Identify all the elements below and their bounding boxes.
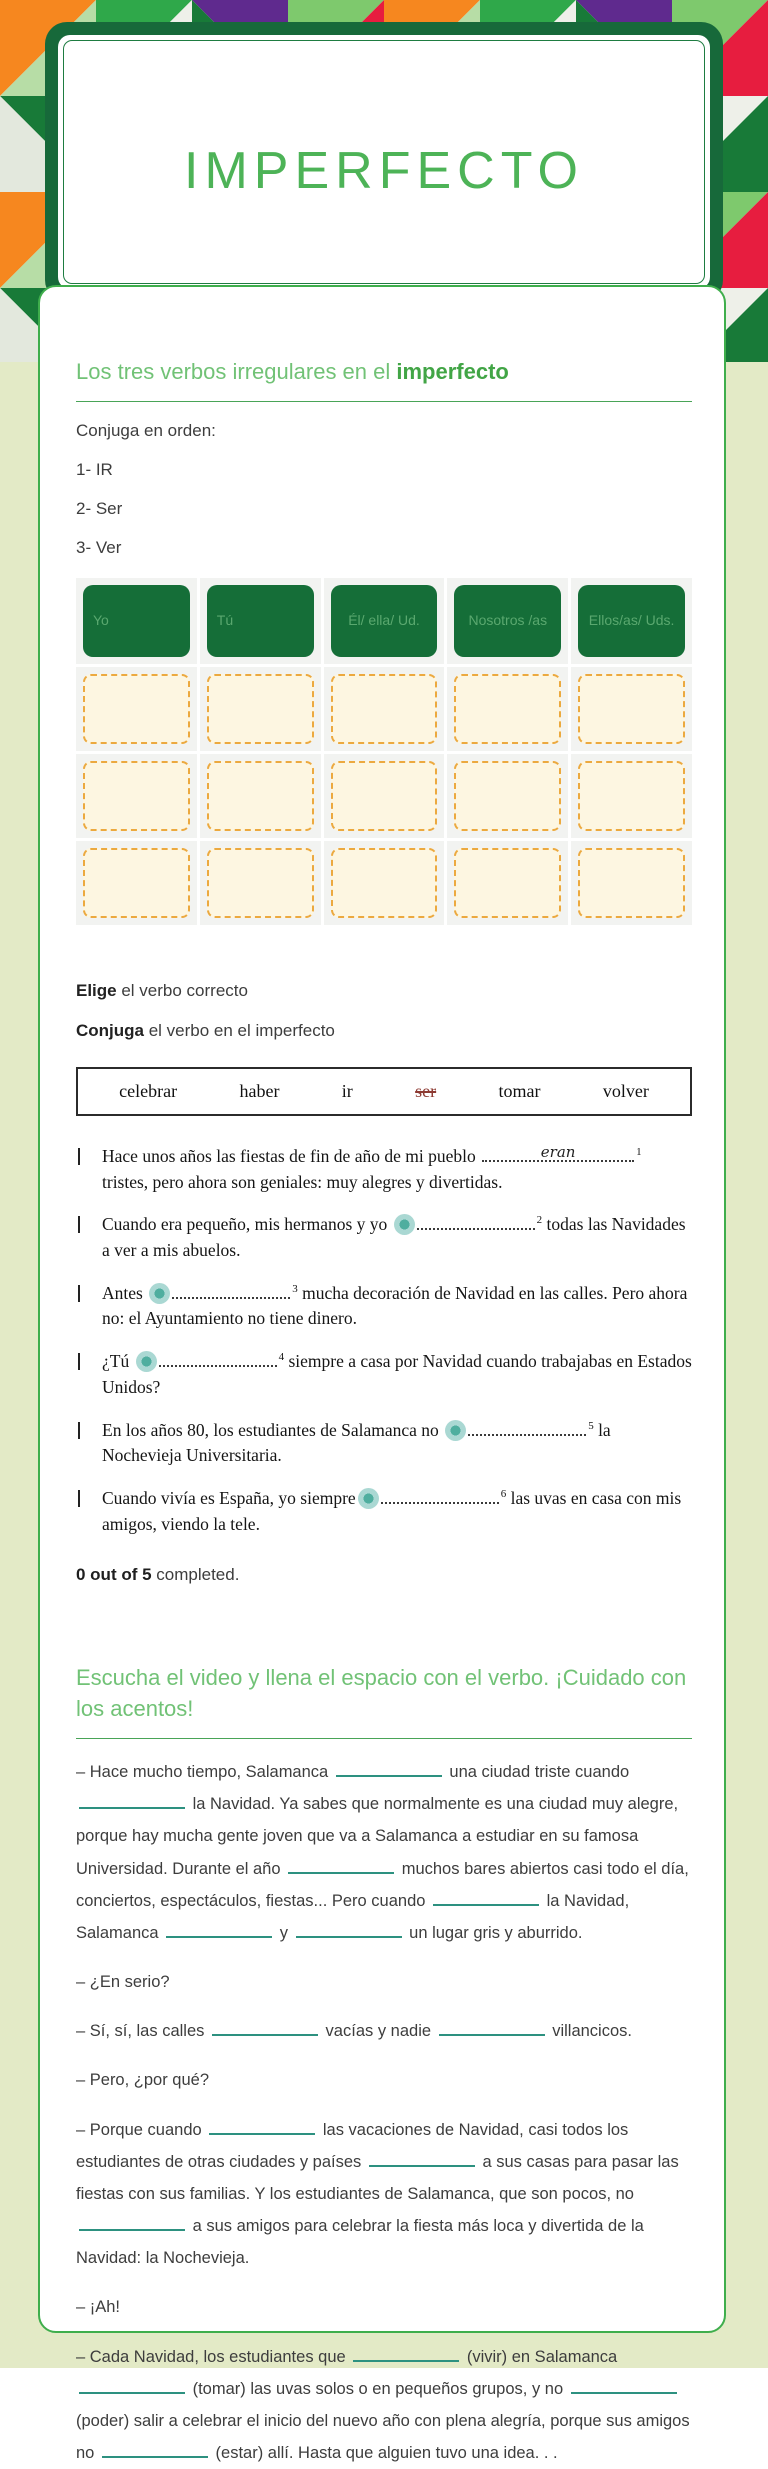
text-run: – Hace mucho tiempo, Salamanca	[76, 1763, 333, 1782]
fill-blank[interactable]	[482, 1142, 634, 1162]
fill-blank[interactable]	[571, 2378, 677, 2394]
list-bullet-icon	[78, 1216, 80, 1233]
heading-bold-text: imperfecto	[396, 359, 509, 384]
worksheet-title: IMPERFECTO	[184, 142, 584, 200]
blank-marker-icon[interactable]	[149, 1283, 170, 1304]
text-run: Cuando vivía es España, yo siempre	[102, 1487, 356, 1508]
section-heading-video: Escucha el video y llena el espacio con el verbo. ¡Cuidado con los acentos!	[76, 1665, 687, 1722]
text-run: – ¡Ah!	[76, 2298, 121, 2317]
dialogue-line	[76, 2114, 692, 2275]
progress-count: 0 out of 5	[76, 1565, 152, 1585]
fill-blank[interactable]	[336, 1761, 442, 1777]
text-run: y	[275, 1923, 293, 1942]
text-run: tristes, pero ahora son geniales: muy alegres y divertidas.	[102, 1171, 503, 1192]
text-run: ¿Tú	[102, 1351, 134, 1372]
blank-marker-icon[interactable]	[394, 1214, 415, 1235]
list-bullet-icon	[78, 1148, 80, 1165]
table-header-cell	[324, 578, 445, 664]
exercise-item	[76, 1212, 692, 1263]
instruction-rest: el verbo en el imperfecto	[144, 1020, 335, 1040]
fill-blank[interactable]	[212, 2020, 318, 2036]
fill-blank[interactable]	[79, 2378, 185, 2394]
blank-number: 1	[636, 1145, 642, 1158]
text-run: muchos bares abiertos casi todo el día, conciertos, espectáculos, fiestas... Pero cuando	[76, 1859, 689, 1910]
list-bullet-icon	[78, 1490, 80, 1507]
conjugation-answer-box[interactable]	[454, 674, 561, 744]
text-run: la Nochevieja Universitaria.	[102, 1419, 611, 1466]
table-input-cell	[324, 667, 445, 751]
table-input-cell	[571, 841, 692, 925]
fill-blank[interactable]	[159, 1351, 277, 1367]
exercise-item	[76, 1349, 692, 1400]
table-input-cell	[76, 754, 197, 838]
table-header-label: Él/ ella/ Ud.	[331, 585, 438, 657]
fill-blank[interactable]	[79, 2215, 185, 2231]
dialogue-line	[76, 2015, 692, 2047]
table-input-cell	[76, 667, 197, 751]
text-run: a sus casas para pasar las fiestas con sus familias. Y los estudiantes de Salamanca, que son pocos, no	[76, 2152, 679, 2203]
progress-status	[76, 1565, 692, 1585]
table-input-cell	[447, 841, 568, 925]
table-header-label: Nosotros /as	[454, 585, 561, 657]
text-run: – ¿En serio?	[76, 1973, 170, 1992]
conjugation-answer-box[interactable]	[578, 761, 685, 831]
instruction-rest: el verbo correcto	[116, 980, 248, 1000]
conjugation-answer-box[interactable]	[454, 848, 561, 918]
conjugation-answer-box[interactable]	[83, 674, 190, 744]
text-run: (vivir) en Salamanca	[462, 2347, 618, 2366]
conjugation-answer-box[interactable]	[83, 761, 190, 831]
dialogue	[76, 1756, 692, 2469]
dialogue-line	[76, 1756, 692, 1949]
fill-blank[interactable]	[79, 1793, 185, 1809]
text-run: Antes	[102, 1282, 148, 1303]
fill-blank[interactable]	[439, 2020, 545, 2036]
word-bank-word: tomar	[498, 1080, 541, 1101]
blank-marker-icon[interactable]	[136, 1351, 157, 1372]
table-input-cell	[447, 754, 568, 838]
word-bank-word: haber	[239, 1080, 280, 1101]
text-run: villancicos.	[547, 2022, 632, 2041]
table-header-cell	[200, 578, 321, 664]
text-run: las vacaciones de Navidad, casi todos los estudiantes de otras ciudades y países	[76, 2120, 629, 2171]
text-run: siempre a casa por Navidad cuando trabajabas en Estados Unidos?	[102, 1351, 692, 1397]
text-run: mucha decoración de Navidad en las calles. Pero ahora no: el Ayuntamiento no tiene dinero.	[102, 1282, 688, 1329]
progress-label: completed.	[151, 1565, 240, 1585]
word-bank-word: celebrar	[119, 1080, 178, 1101]
worksheet-header-card	[45, 22, 723, 302]
word-bank-word: volver	[602, 1080, 649, 1101]
conjugation-answer-box[interactable]	[578, 848, 685, 918]
fill-blank[interactable]	[468, 1420, 586, 1436]
blank-marker-icon[interactable]	[358, 1488, 379, 1509]
text-run: todas las Navidades a ver a mis abuelos.	[102, 1214, 686, 1260]
exercise-item	[76, 1144, 692, 1195]
instruction-line: 2- Ser	[76, 498, 123, 518]
table-header-cell	[571, 578, 692, 664]
table-input-cell	[200, 754, 321, 838]
conjugation-table	[76, 578, 692, 925]
student-answer: eran	[540, 1142, 576, 1161]
fill-blank[interactable]	[288, 1858, 394, 1874]
conjugation-answer-box[interactable]	[207, 761, 314, 831]
heading-underline	[76, 1738, 692, 1739]
conjugation-answer-box[interactable]	[331, 761, 438, 831]
text-run: Hace unos años las fiestas de fin de año de mi pueblo	[102, 1145, 481, 1166]
instruction-bold: Elige	[76, 980, 117, 1000]
table-header-label: Ellos/as/ Uds.	[578, 585, 685, 657]
dialogue-line	[76, 2341, 692, 2469]
table-input-cell	[200, 841, 321, 925]
fill-blank[interactable]	[209, 2119, 315, 2135]
fill-blank[interactable]	[369, 2151, 475, 2167]
table-header-cell	[447, 578, 568, 664]
table-input-cell	[76, 841, 197, 925]
instruction-conjugate	[76, 1021, 692, 1041]
text-run: – Cada Navidad, los estudiantes que	[76, 2347, 351, 2366]
dialogue-line	[76, 1966, 692, 1998]
blank-number: 5	[588, 1419, 594, 1432]
text-run: la Navidad, Salamanca	[76, 1891, 630, 1942]
blank-number: 6	[500, 1488, 507, 1501]
fill-blank[interactable]	[172, 1283, 290, 1299]
text-run: – Sí, sí, las calles	[76, 2022, 209, 2041]
blank-number: 3	[292, 1282, 298, 1295]
exercise-list	[76, 1144, 692, 1538]
table-header-cell	[76, 578, 197, 664]
fill-blank[interactable]	[433, 1890, 539, 1906]
text-run: una ciudad triste cuando	[444, 1763, 630, 1782]
text-run: a sus amigos para celebrar la fiesta más loca y divertida de la Navidad: la Nochevieja.	[76, 2217, 644, 2268]
text-run: – Pero, ¿por qué?	[76, 2071, 209, 2090]
table-input-cell	[200, 667, 321, 751]
instruction-bold: Conjuga	[76, 1020, 144, 1040]
fill-blank[interactable]	[102, 2442, 208, 2458]
text-run: un lugar gris y aburrido.	[404, 1923, 583, 1942]
instruction-choose	[76, 981, 692, 1001]
conjugation-answer-box[interactable]	[578, 674, 685, 744]
exercise-item	[76, 1281, 692, 1332]
conjugation-answer-box[interactable]	[331, 674, 438, 744]
word-bank	[76, 1067, 692, 1116]
exercise-item	[76, 1418, 692, 1469]
heading-text: Los tres verbos irregulares en el	[76, 359, 397, 384]
table-input-cell	[571, 754, 692, 838]
text-run: las uvas en casa con mis amigos, viendo la tele.	[102, 1487, 682, 1534]
worksheet-header-panel	[58, 35, 710, 289]
text-run: la Navidad. Ya sabes que normalmente es una ciudad muy alegre, porque hay mucha gente joven que va a Salamanca a estudiar en su famosa Universidad. Durante el año	[76, 1795, 679, 1878]
fill-blank[interactable]	[296, 1922, 402, 1938]
worksheet-body-card	[38, 285, 726, 2463]
blank-marker-icon[interactable]	[445, 1420, 466, 1441]
word-bank-word: ser	[415, 1080, 437, 1101]
table-header-label: Tú	[207, 585, 314, 657]
blank-number: 4	[278, 1351, 285, 1364]
text-run: (poder) salir a celebrar el inicio del nuevo año con plena alegría, porque sus amigos no	[76, 2411, 690, 2463]
text-run: (estar) allí. Hasta que alguien tuvo una idea. . .	[210, 2444, 558, 2463]
dialogue-line	[76, 2291, 692, 2323]
conjugation-answer-box[interactable]	[207, 848, 314, 918]
heading-underline	[76, 401, 692, 402]
table-header-label: Yo	[83, 585, 190, 657]
list-bullet-icon	[78, 1353, 80, 1370]
fill-blank[interactable]	[381, 1488, 499, 1504]
word-bank-word: ir	[341, 1080, 353, 1101]
table-input-cell	[324, 841, 445, 925]
fill-blank[interactable]	[353, 2346, 459, 2362]
conjugation-answer-box[interactable]	[83, 848, 190, 918]
dialogue-line	[76, 2064, 692, 2096]
table-input-cell	[571, 667, 692, 751]
fill-blank[interactable]	[417, 1214, 535, 1230]
instruction-line: 3- Ver	[76, 537, 122, 557]
conjugation-answer-box[interactable]	[207, 674, 314, 744]
table-input-cell	[447, 667, 568, 751]
list-bullet-icon	[78, 1422, 80, 1439]
text-run: (tomar) las uvas solos o en pequeños grupos, y no	[188, 2379, 568, 2398]
text-run: – Porque cuando	[76, 2120, 207, 2139]
text-run: Cuando era pequeño, mis hermanos y yo	[102, 1214, 392, 1235]
conjugation-answer-box[interactable]	[454, 761, 561, 831]
table-input-cell	[324, 754, 445, 838]
instruction-line: Conjuga en orden:	[76, 420, 216, 440]
text-run: vacías y nadie	[320, 2022, 436, 2041]
fill-blank[interactable]	[166, 1922, 272, 1938]
list-bullet-icon	[78, 1285, 80, 1302]
conjugation-answer-box[interactable]	[331, 848, 438, 918]
instruction-line: 1- IR	[76, 459, 113, 479]
section-heading-conjugation	[76, 357, 692, 388]
blank-number: 2	[536, 1214, 543, 1227]
text-run: En los años 80, los estudiantes de Salamanca no	[102, 1419, 444, 1440]
exercise-item	[76, 1486, 692, 1537]
